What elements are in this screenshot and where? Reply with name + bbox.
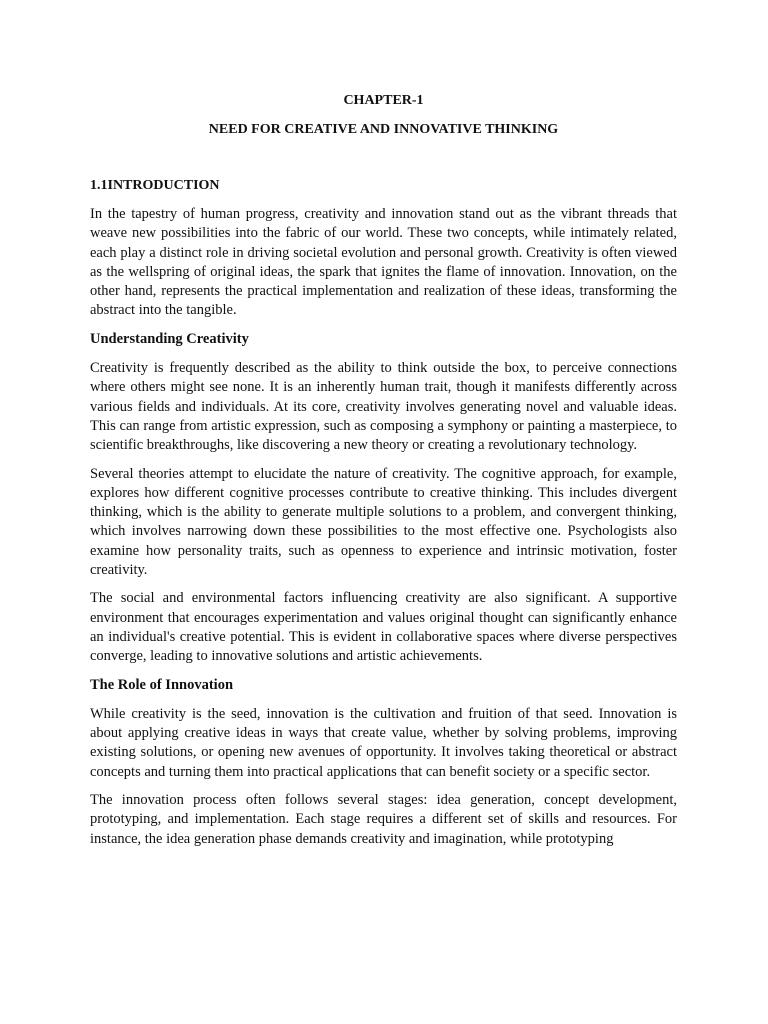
- body-paragraph: Creativity is frequently described as the ability to think outside the box, to perceive connections where others might see none. It is an inherently human trait, though it manifests differently across various fields and individuals. At its core, creativity involves generating novel and valuable ideas. This can range from artistic expression, such as composing a symphony or painting a masterpiece, to scientific breakthroughs, like discovering a new theory or creating a revolutionary technology.: [90, 360, 677, 454]
- intro-paragraph: In the tapestry of human progress, creativity and innovation stand out as the vibrant threads that weave new possibilities into the fabric of our world. These two concepts, while intimately related, each play a distinct role in driving societal evolution and personal growth. Creativity is often viewed as the wellspring of original ideas, the spark that ignites the flame of innovation. Innovation, on the other hand, represents the practical implementation and realization of these ideas, transforming the abstract into the tangible.: [90, 206, 677, 319]
- body-paragraph: The innovation process often follows several stages: idea generation, concept development, prototyping, and implementation. Each stage requires a different set of skills and resources. For instance, the idea generation phase demands creativity and imagination, while prototyping: [90, 792, 677, 847]
- body-paragraph: While creativity is the seed, innovation is the cultivation and fruition of that seed. Innovation is about applying creative ideas in ways that create value, whether by solving problems, improving existing solutions, or opening new avenues of opportunity. It involves taking theoretical or abstract concepts and turning them into practical applications that can benefit society or a specific sector.: [90, 705, 677, 780]
- role-of-innovation-heading: The Role of Innovation: [90, 676, 234, 693]
- section-heading: 1.1INTRODUCTION: [90, 178, 220, 193]
- chapter-title: NEED FOR CREATIVE AND INNOVATIVE THINKING: [208, 122, 559, 137]
- chapter-label: CHAPTER-1: [343, 93, 424, 108]
- body-paragraph: The social and environmental factors influencing creativity are also significant. A supportive environment that encourages experimentation and values original thought can significantly enhance an individual's creative potential. This is evident in collaborative spaces where diverse perspectives converge, leading to innovative solutions and artistic achievements.: [90, 590, 677, 665]
- document-page: [90, 91, 677, 849]
- understanding-creativity-heading: Understanding Creativity: [90, 330, 249, 347]
- body-paragraph: Several theories attempt to elucidate the nature of creativity. The cognitive approach, for example, explores how different cognitive processes contribute to creative thinking. This includes divergent thinking, which is the ability to generate multiple solutions to a problem, and convergent thinking, which involves narrowing down these possibilities to the most effective one. Psychologists also examine how personality traits, such as openness to experience and intrinsic motivation, foster creativity.: [90, 465, 677, 579]
